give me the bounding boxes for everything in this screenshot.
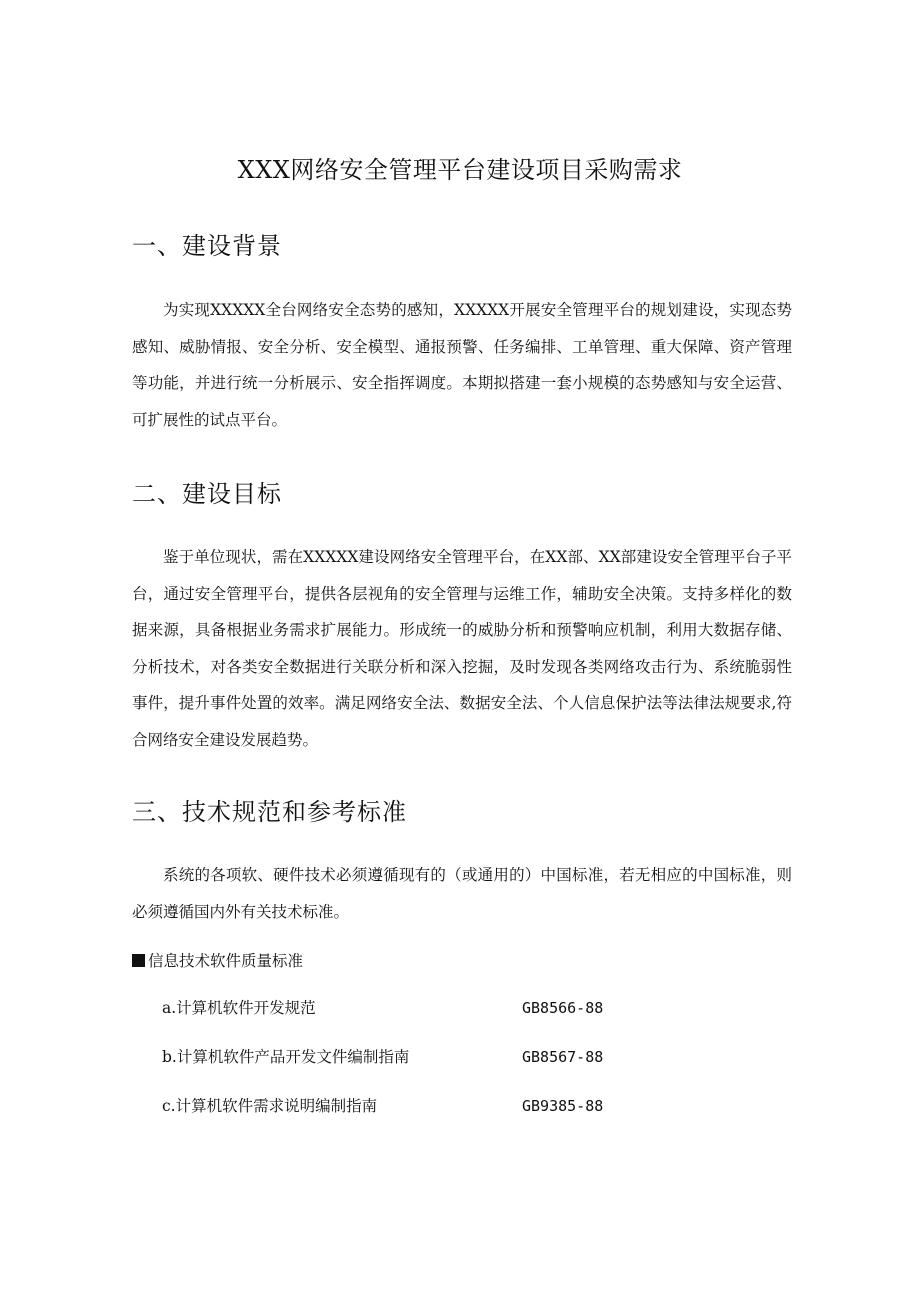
bullet-heading-text: 信息技术软件质量标准 bbox=[148, 952, 304, 970]
standard-code: GB9385-88 bbox=[522, 1097, 604, 1115]
section-paragraph-background: 为实现XXXXX全台网络安全态势的感知，XXXXX开展安全管理平台的规划建设，实现态势感知、威胁情报、安全分析、安全模型、通报预警、任务编排、工单管理、重大保障、资产管理等功能，并进行统一分析展示、安全指挥调度。本期拟搭建一套小规模的态势感知与安全运营、可扩展性的试点平台。 bbox=[132, 301, 792, 429]
standard-name: b.计算机软件产品开发文件编制指南 bbox=[162, 1048, 410, 1066]
document-title: XXX网络安全管理平台建设项目采购需求 bbox=[237, 156, 683, 184]
black-square-bullet-icon bbox=[132, 954, 145, 967]
standard-name: c.计算机软件需求说明编制指南 bbox=[162, 1097, 378, 1115]
standard-code: GB8566-88 bbox=[522, 999, 604, 1017]
bullet-heading bbox=[132, 943, 303, 979]
section-paragraph-goals: 鉴于单位现状，需在XXXXX建设网络安全管理平台，在XX部、XX部建设安全管理平台子平台，通过安全管理平台，提供各层视角的安全管理与运维工作，辅助安全决策。支持多样化的数据来源，具备根据业务需求扩展能力。形成统一的威胁分析和预警响应机制，利用大数据存储、分析技术，对各类安全数据进行关联分析和深入挖掘，及时发现各类网络攻击行为、系统脆弱性事件，提升事件处置的效率。满足网络安全法、数据安全法、个人信息保护法等法律法规要求,符合网络安全建设发展趋势。 bbox=[132, 548, 792, 749]
section-paragraph-standards: 系统的各项软、硬件技术必须遵循现有的（或通用的）中国标准，若无相应的中国标准，则必须遵循国内外有关技术标准。 bbox=[132, 866, 792, 921]
standard-name: a.计算机软件开发规范 bbox=[162, 999, 316, 1017]
standard-code: GB8567-88 bbox=[522, 1048, 604, 1066]
section-heading-goals: 二、建设目标 bbox=[132, 480, 282, 508]
section-heading-standards: 三、技术规范和参考标准 bbox=[132, 798, 407, 826]
section-heading-background: 一、建设背景 bbox=[132, 232, 282, 260]
